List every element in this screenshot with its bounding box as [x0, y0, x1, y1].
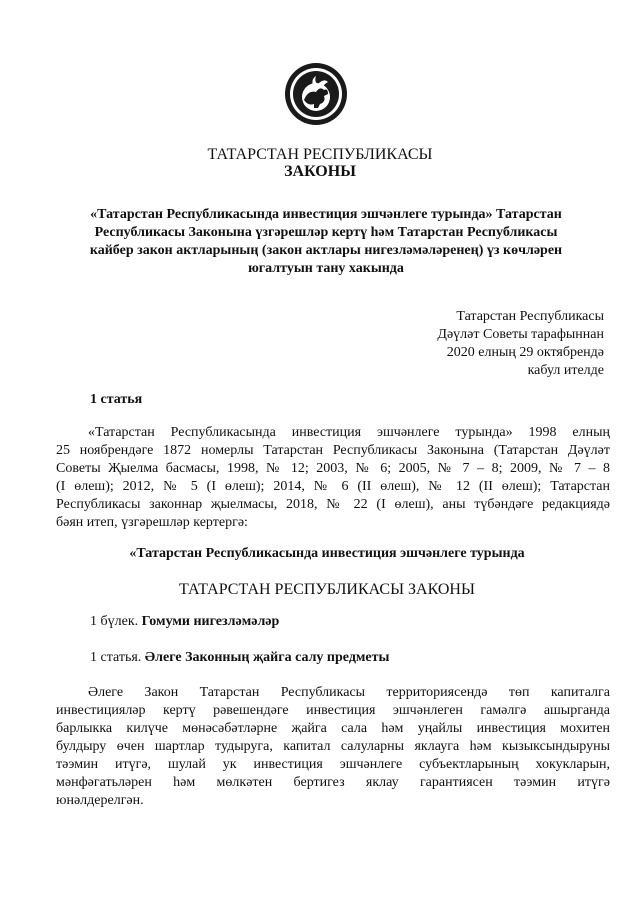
header-republic: ТАТАРСТАН РЕСПУБЛИКАСЫ [207, 146, 433, 163]
adoption-line: кабул ителде [527, 363, 604, 378]
section-number: 1 бүлек. [90, 614, 139, 629]
adoption-block [437, 308, 604, 380]
paragraph-line: 25 ноябрендәге 1872 номерлы Татарстан Республикасы Законына (Татарстан Дәүләт [56, 443, 610, 458]
adoption-line: 2020 елның 29 октябрендә [446, 345, 604, 360]
law-title [66, 206, 586, 278]
adoption-line: Дәүләт Советы тарафыннан [437, 327, 604, 342]
law-title-line: кайбер закон актларының (закон актлары нигезләмәләренең) үз көчләрен [89, 243, 563, 258]
paragraph-line: Советы Җыелма басмасы, 1998, № 12; 2003, № 6; 2005, № 7 – 8; 2009, № 7 – 8 [56, 461, 610, 476]
paragraph-line: (I өлеш); 2012, № 5 (I өлеш); 2014, № 6 (II өлеш), № 12 (II өлеш); Татарстан [56, 479, 610, 494]
paragraph-line: юнәлдерелгән. [56, 793, 144, 808]
paragraph-line: инвестицияләр кертү рәвешендәге инвестиция эшчәнлеген гамәлгә ашырганда [56, 703, 610, 718]
quoted-law-title: «Татарстан Республикасында инвестиция эшчәнлеге турында [129, 546, 525, 561]
header-law: ЗАКОНЫ [284, 163, 356, 180]
law-title-line: югалтуын тану хакында [248, 261, 404, 276]
article-name: Әлеге Законның җайга салу предметы [144, 650, 390, 665]
law-title-line: «Татарстан Республикасында инвестиция эшчәнлеге турында» Татарстан [90, 207, 562, 222]
article-heading [90, 650, 389, 666]
paragraph-2 [56, 684, 610, 810]
section-name: Гомуми нигезләмәләр [141, 614, 280, 629]
paragraph-line: Республикасы законнар җыелмасы, 2018, № 22 (I өлеш), аны түбәндәге редакциядә [56, 497, 610, 512]
article-number: 1 статья. [90, 650, 142, 665]
law-title-line: Республикасы Законына үзгәрешләр кертү һәм Татарстан Республикасы [94, 225, 558, 240]
paragraph-line: Әлеге Закон Татарстан Республикасы территориясендә төп капиталга [88, 685, 610, 700]
adoption-line: Татарстан Республикасы [456, 309, 604, 324]
paragraph-line: барлыкка килүче мөнәсәбәтләрне җайга сала һәм уңайлы инвестиция мохитен [56, 721, 610, 736]
paragraph-line: тәэмин итүгә, шулай ук инвестиция эшчәнлеге субъектларының хокукларын, [56, 757, 610, 772]
paragraph-line: «Татарстан Республикасында инвестиция эшчәнлеге турында» 1998 елның [88, 425, 610, 440]
tatarstan-coat-of-arms-icon [284, 62, 348, 126]
paragraph-1 [56, 424, 610, 532]
quoted-law-heading: ТАТАРСТАН РЕСПУБЛИКАСЫ ЗАКОНЫ [179, 581, 475, 598]
section-heading [90, 614, 279, 630]
article-1-heading: 1 статья [90, 392, 143, 407]
paragraph-line: булдыру өчен шартлар тудыруга, капитал салуларны яклауга һәм кызыксындыруны [56, 739, 610, 754]
paragraph-line: бәян итеп, үзгәрешләр кертергә: [56, 515, 248, 530]
paragraph-line: мәнфәгатьләрен һәм мөлкәтен бертигез яклау гарантиясен тәэмин итүгә [56, 775, 610, 790]
